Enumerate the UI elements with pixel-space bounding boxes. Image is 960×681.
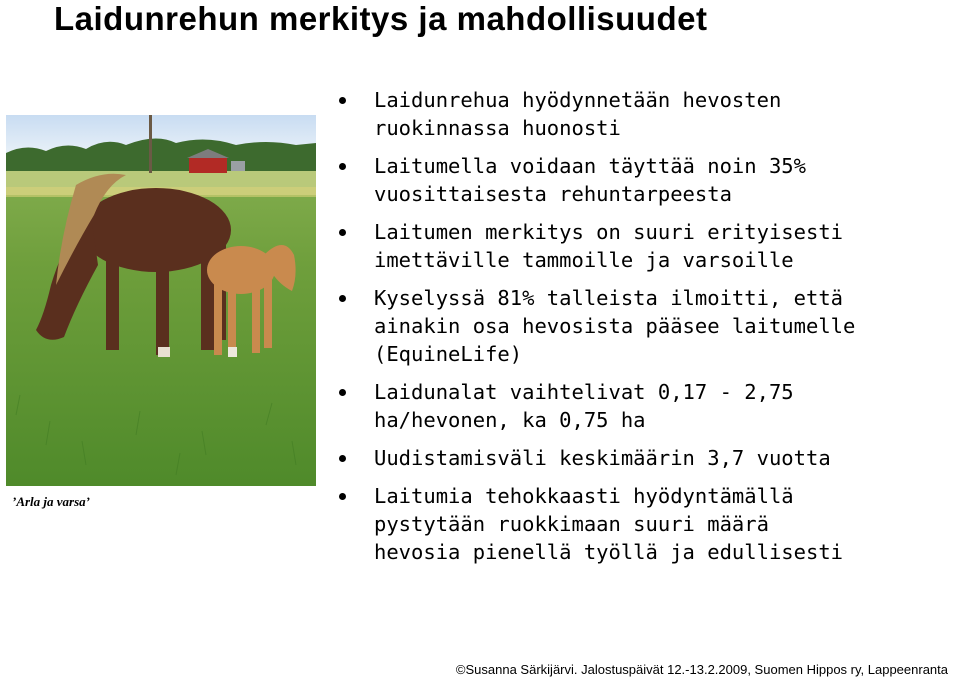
bullet-item: [338, 378, 953, 434]
bullet-item: [338, 152, 953, 208]
bullet-dot-icon: [339, 493, 346, 500]
bullet-item: [338, 284, 953, 368]
bullet-item: [338, 86, 953, 142]
bullet-text: Uudistamisväli keskimäärin 3,7 vuotta: [374, 446, 831, 470]
bullet-dot-icon: [339, 389, 346, 396]
photo-caption: ’Arla ja varsa’: [12, 494, 90, 509]
bullet-dot-icon: [339, 295, 346, 302]
bullet-dot-icon: [339, 229, 346, 236]
bullet-dot-icon: [339, 163, 346, 170]
bullet-item: [338, 444, 953, 472]
bullet-text: Laitumen merkitys on suuri erityisesti imettäville tammoille ja varsoille: [374, 220, 843, 272]
mare-and-foal-photo: [6, 115, 316, 486]
bullet-item: [338, 218, 953, 274]
copyright-footer: ©Susanna Särkijärvi. Jalostuspäivät 12.-13.2.2009, Suomen Hippos ry, Lappeenranta: [455, 662, 948, 677]
bullet-text: Laidunalat vaihtelivat 0,17 - 2,75 ha/hevonen, ka 0,75 ha: [374, 380, 794, 432]
bullet-text: Laidunrehua hyödynnetään hevosten ruokinnassa huonosti: [374, 88, 782, 140]
slide-title: Laidunrehun merkitys ja mahdollisuudet: [54, 0, 708, 37]
bullet-dot-icon: [339, 455, 346, 462]
bullet-text: Laitumella voidaan täyttää noin 35% vuosittaisesta rehuntarpeesta: [374, 154, 806, 206]
bullet-dot-icon: [339, 97, 346, 104]
bullet-text: Kyselyssä 81% talleista ilmoitti, että ainakin osa hevosista pääsee laitumelle (EquineLife): [374, 286, 856, 366]
bullet-item: [338, 482, 953, 566]
bullet-list: [338, 86, 953, 576]
bullet-text: Laitumia tehokkaasti hyödyntämällä pystytään ruokkimaan suuri määrä hevosia pienellä työllä ja edullisesti: [374, 484, 843, 564]
